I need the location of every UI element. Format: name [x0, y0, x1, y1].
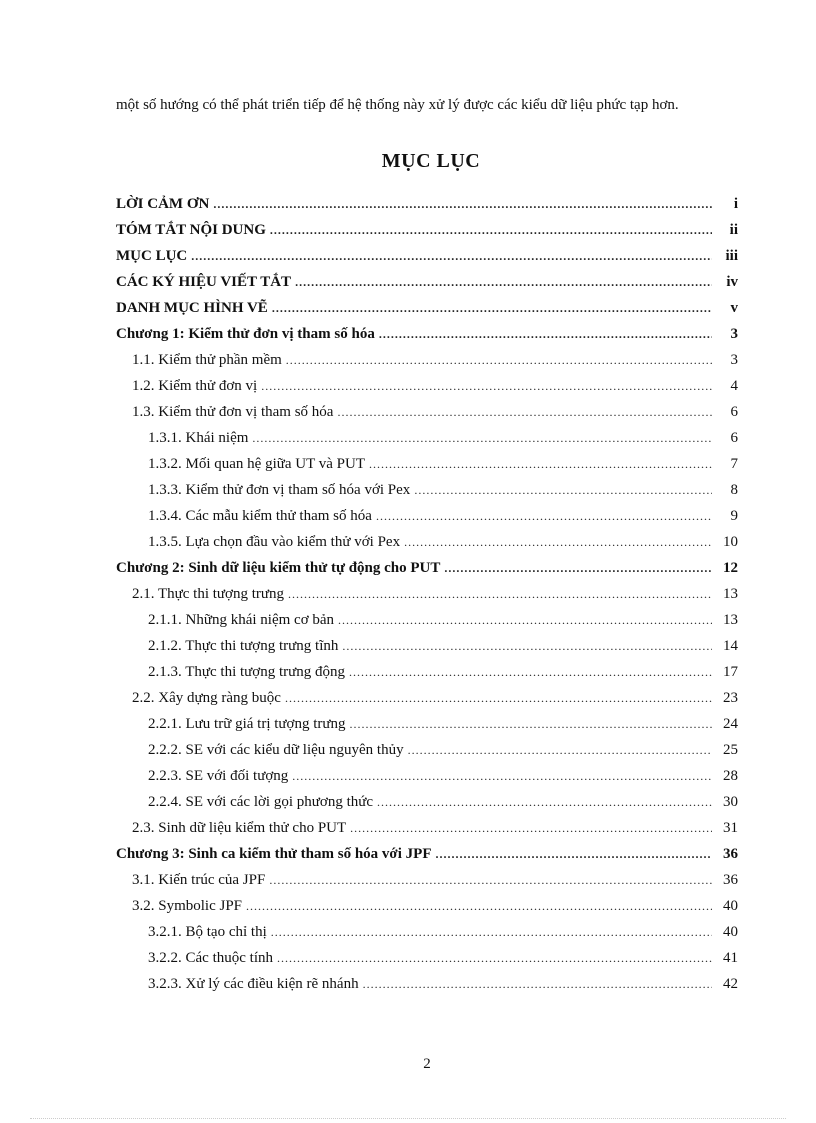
- toc-entry-label: LỜI CẢM ƠN: [116, 196, 210, 212]
- toc-entry-page: 4: [730, 378, 738, 394]
- toc-leader-dots: [376, 503, 712, 529]
- toc-leader-dots: [295, 269, 712, 295]
- toc-entry-page: 36: [723, 846, 738, 862]
- toc-leader-dots: [435, 841, 712, 867]
- toc-leader-dots: [414, 477, 712, 503]
- toc-leader-dots: [213, 191, 712, 217]
- toc-leader-dots: [272, 295, 712, 321]
- toc-leader-dots: [252, 425, 712, 451]
- toc-leader-dots: [444, 555, 712, 581]
- toc-entry[interactable]: [116, 529, 738, 555]
- toc-leader-dots: [404, 529, 712, 555]
- toc-entry[interactable]: [116, 191, 738, 217]
- toc-leader-dots: [286, 347, 712, 373]
- toc-entry-page: 10: [723, 534, 738, 550]
- toc-entry-label: 2.2. Xây dựng ràng buộc: [132, 690, 281, 706]
- toc-entry[interactable]: [116, 555, 738, 581]
- toc-entry-label: 3.2.1. Bộ tạo chỉ thị: [148, 924, 267, 940]
- toc-entry-page: iii: [725, 248, 738, 264]
- toc-leader-dots: [369, 451, 712, 477]
- toc-entry-label: 1.3.2. Mối quan hệ giữa UT và PUT: [148, 456, 365, 472]
- toc-entry-label: 3.2. Symbolic JPF: [132, 898, 243, 914]
- toc-entry-label: 3.2.3. Xử lý các điều kiện rẽ nhánh: [148, 976, 359, 992]
- toc-title: MỤC LỤC: [381, 150, 481, 172]
- toc-leader-dots: [342, 633, 712, 659]
- toc-entry-label: 1.3.4. Các mẫu kiểm thử tham số hóa: [148, 508, 372, 524]
- toc-entry-page: 7: [730, 456, 738, 472]
- toc-entry-page: 6: [730, 404, 738, 420]
- toc-entry[interactable]: [116, 399, 738, 425]
- toc-leader-dots: [408, 737, 712, 763]
- toc-entry-page: i: [733, 196, 738, 212]
- toc-entry[interactable]: [116, 243, 738, 269]
- toc-entry-page: 13: [723, 586, 738, 602]
- toc-entry[interactable]: [116, 607, 738, 633]
- toc-entry-page: 17: [723, 664, 738, 680]
- toc-entry-label: 2.1.3. Thực thi tượng trưng động: [148, 664, 346, 680]
- toc-leader-dots: [270, 217, 712, 243]
- toc-leader-dots: [349, 659, 712, 685]
- toc-leader-dots: [379, 321, 712, 347]
- toc-entry-label: 2.2.4. SE với các lời gọi phương thức: [148, 794, 374, 810]
- toc-leader-dots: [271, 919, 712, 945]
- toc-entry-label: 1.1. Kiểm thử phần mềm: [132, 352, 282, 368]
- toc-entry-page: 25: [723, 742, 738, 758]
- toc-entry-page: 40: [723, 924, 738, 940]
- toc-entry-page: 30: [723, 794, 738, 810]
- toc-entry-label: 2.2.3. SE với đối tượng: [148, 768, 289, 784]
- page-number: 2: [423, 1056, 431, 1072]
- toc-entry-page: ii: [729, 222, 738, 238]
- toc-entry[interactable]: [116, 945, 738, 971]
- toc-entry-label: 2.3. Sinh dữ liệu kiểm thử cho PUT: [132, 820, 347, 836]
- toc-entry[interactable]: [116, 867, 738, 893]
- toc-entry-page: iv: [726, 274, 738, 290]
- toc-entry-label: 2.2.1. Lưu trữ giá trị tượng trưng: [148, 716, 346, 732]
- toc-entry-label: Chương 3: Sinh ca kiểm thử tham số hóa với JPF: [116, 846, 432, 862]
- toc-leader-dots: [292, 763, 712, 789]
- toc-entry[interactable]: [116, 659, 738, 685]
- table-of-contents: [116, 191, 738, 997]
- toc-leader-dots: [191, 243, 712, 269]
- toc-entry-page: 41: [723, 950, 738, 966]
- toc-entry[interactable]: [116, 711, 738, 737]
- toc-entry-page: 12: [723, 560, 738, 576]
- toc-entry[interactable]: [116, 373, 738, 399]
- toc-entry-page: 3: [730, 326, 738, 342]
- toc-entry-label: DANH MỤC HÌNH VẼ: [116, 300, 268, 316]
- toc-entry[interactable]: [116, 685, 738, 711]
- toc-leader-dots: [285, 685, 712, 711]
- toc-entry[interactable]: [116, 269, 738, 295]
- toc-entry-page: 8: [730, 482, 738, 498]
- toc-entry-page: 14: [723, 638, 738, 654]
- toc-entry-label: Chương 2: Sinh dữ liệu kiểm thử tự động cho PUT: [116, 560, 441, 576]
- toc-entry-label: 2.1.1. Những khái niệm cơ bản: [148, 612, 335, 628]
- toc-leader-dots: [338, 607, 712, 633]
- toc-entry[interactable]: [116, 815, 738, 841]
- toc-leader-dots: [350, 815, 712, 841]
- toc-entry[interactable]: [116, 841, 738, 867]
- toc-leader-dots: [288, 581, 712, 607]
- toc-entry-label: 1.3.1. Khái niệm: [148, 430, 249, 446]
- toc-entry-page: 42: [723, 976, 738, 992]
- toc-entry-page: 31: [723, 820, 738, 836]
- toc-leader-dots: [246, 893, 712, 919]
- toc-entry[interactable]: [116, 451, 738, 477]
- toc-entry[interactable]: [116, 425, 738, 451]
- toc-entry-page: 13: [723, 612, 738, 628]
- toc-entry[interactable]: [116, 477, 738, 503]
- toc-entry[interactable]: [116, 893, 738, 919]
- toc-entry[interactable]: [116, 919, 738, 945]
- toc-entry-page: 28: [723, 768, 738, 784]
- toc-entry-label: 1.3. Kiểm thử đơn vị tham số hóa: [132, 404, 334, 420]
- intro-paragraph: một số hướng có thể phát triển tiếp để hệ thống này xử lý được các kiểu dữ liệu phức tạp hơn.: [116, 97, 679, 113]
- toc-leader-dots: [269, 867, 712, 893]
- toc-entry[interactable]: [116, 633, 738, 659]
- toc-entry-page: 40: [723, 898, 738, 914]
- toc-entry-label: 1.3.5. Lựa chọn đầu vào kiểm thử với Pex: [148, 534, 401, 550]
- toc-entry-page: 3: [730, 352, 738, 368]
- toc-entry-label: 3.1. Kiến trúc của JPF: [132, 872, 266, 888]
- toc-entry[interactable]: [116, 763, 738, 789]
- toc-entry-label: MỤC LỤC: [116, 248, 188, 264]
- toc-entry[interactable]: [116, 503, 738, 529]
- toc-leader-dots: [277, 945, 712, 971]
- toc-entry-label: TÓM TẮT NỘI DUNG: [116, 222, 266, 238]
- toc-entry[interactable]: [116, 971, 738, 997]
- toc-leader-dots: [261, 373, 712, 399]
- toc-entry[interactable]: [116, 581, 738, 607]
- toc-entry-page: 24: [723, 716, 738, 732]
- toc-entry-label: 2.1. Thực thi tượng trưng: [132, 586, 285, 602]
- toc-entry-label: Chương 1: Kiểm thử đơn vị tham số hóa: [116, 326, 375, 342]
- toc-entry[interactable]: [116, 321, 738, 347]
- page-divider: [30, 1118, 786, 1119]
- toc-entry-label: 1.3.3. Kiểm thử đơn vị tham số hóa với Pex: [148, 482, 411, 498]
- toc-leader-dots: [377, 789, 712, 815]
- toc-entry-label: 3.2.2. Các thuộc tính: [148, 950, 273, 966]
- toc-entry-label: 2.2.2. SE với các kiểu dữ liệu nguyên thủy: [148, 742, 404, 758]
- toc-entry-label: CÁC KÝ HIỆU VIẾT TẮT: [116, 274, 292, 290]
- toc-leader-dots: [350, 711, 712, 737]
- toc-entry-page: 23: [723, 690, 738, 706]
- toc-entry[interactable]: [116, 295, 738, 321]
- toc-entry-label: 2.1.2. Thực thi tượng trưng tĩnh: [148, 638, 339, 654]
- toc-entry[interactable]: [116, 737, 738, 763]
- toc-entry-page: v: [730, 300, 738, 316]
- toc-leader-dots: [337, 399, 712, 425]
- toc-entry[interactable]: [116, 347, 738, 373]
- toc-entry-page: 9: [730, 508, 738, 524]
- toc-entry-page: 36: [723, 872, 738, 888]
- toc-entry[interactable]: [116, 217, 738, 243]
- toc-entry-label: 1.2. Kiểm thử đơn vị: [132, 378, 258, 394]
- toc-entry[interactable]: [116, 789, 738, 815]
- toc-leader-dots: [363, 971, 712, 997]
- toc-entry-page: 6: [730, 430, 738, 446]
